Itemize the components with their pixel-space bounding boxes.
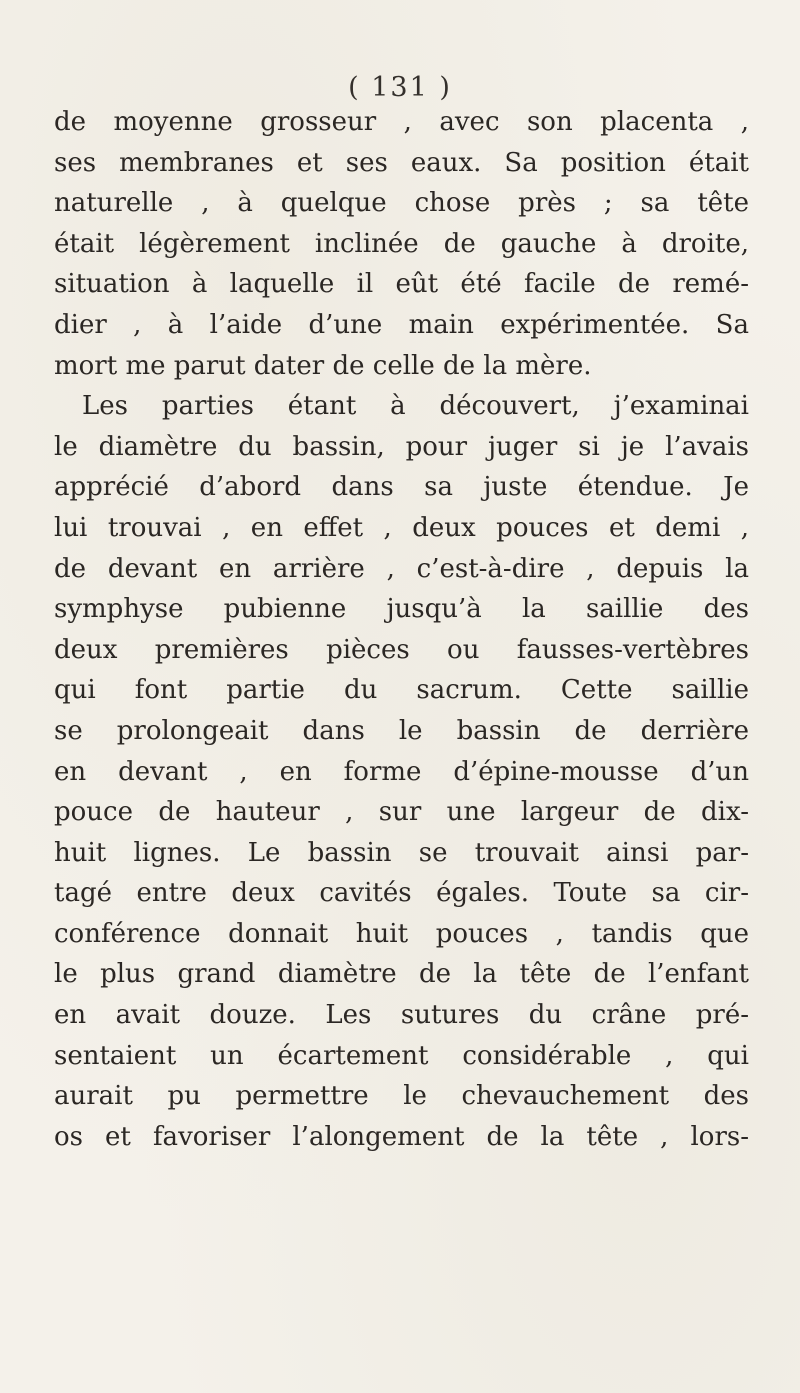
text-line: pouce de hauteur , sur une largeur de dix- xyxy=(54,797,749,828)
text-line: le diamètre du bassin, pour juger si je l’avais xyxy=(54,431,749,462)
text-line: se prolongeait dans le bassin de derrière xyxy=(54,715,749,746)
text-line: deux premières pièces ou fausses-vertèbres xyxy=(54,634,749,665)
text-line: qui font partie du sacrum. Cette saillie xyxy=(54,675,749,706)
text-line: dier , à l’aide d’une main expérimentée. Sa xyxy=(54,309,749,340)
page-number-header: ( 131 ) xyxy=(348,72,452,103)
text-line: os et favoriser l’alongement de la tête , lors- xyxy=(54,1121,749,1152)
paragraph-start-line: Les parties étant à découvert, j’examinai xyxy=(82,391,749,422)
text-line: de devant en arrière , c’est-à-dire , depuis la xyxy=(54,553,749,584)
body-text xyxy=(54,102,749,1157)
text-line: huit lignes. Le bassin se trouvait ainsi par- xyxy=(54,837,749,868)
text-line: aurait pu permettre le chevauchement des xyxy=(54,1081,749,1112)
text-line: tagé entre deux cavités égales. Toute sa cir- xyxy=(54,878,749,909)
text-line: le plus grand diamètre de la tête de l’enfant xyxy=(54,959,749,990)
text-line: était légèrement inclinée de gauche à droite, xyxy=(54,228,749,259)
text-line: conférence donnait huit pouces , tandis que xyxy=(54,918,749,949)
text-line: de moyenne grosseur , avec son placenta , xyxy=(54,107,749,137)
text-line: naturelle , à quelque chose près ; sa tête xyxy=(54,188,749,219)
text-line: situation à laquelle il eût été facile de remé- xyxy=(54,269,749,300)
text-line: mort me parut dater de celle de la mère. xyxy=(54,350,592,381)
text-line: lui trouvai , en effet , deux pouces et demi , xyxy=(54,512,749,543)
text-line: sentaient un écartement considérable , qui xyxy=(54,1040,749,1071)
text-line: en avait douze. Les sutures du crâne pré- xyxy=(54,1000,749,1031)
text-line: symphyse pubienne jusqu’à la saillie des xyxy=(54,594,749,625)
text-line: ses membranes et ses eaux. Sa position était xyxy=(54,147,749,178)
text-line: en devant , en forme d’épine-mousse d’un xyxy=(54,756,749,787)
text-line: apprécié d’abord dans sa juste étendue. Je xyxy=(54,472,749,503)
